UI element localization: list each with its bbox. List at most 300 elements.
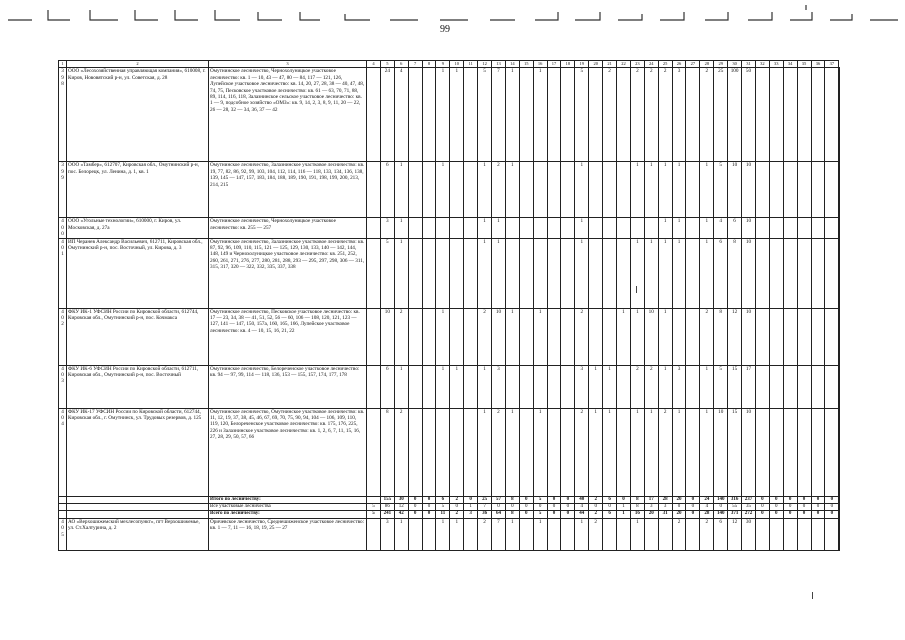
value-cell (797, 365, 811, 408)
scan-binding-marks (0, 0, 905, 40)
value-cell: 6 (714, 518, 728, 550)
value-cell: 1 (630, 408, 644, 496)
value-cell (422, 68, 436, 162)
value-cell (547, 308, 561, 365)
value-cell: 12 (728, 308, 742, 365)
column-number: 13 (492, 61, 506, 68)
value-cell (408, 68, 422, 162)
value-cell: 1 (394, 218, 408, 238)
total-value: 2 (589, 496, 603, 503)
value-cell: 1 (478, 238, 492, 308)
value-cell: 3 (492, 365, 506, 408)
value-cell (769, 408, 783, 496)
value-cell: 1 (478, 162, 492, 218)
value-cell (450, 162, 464, 218)
value-cell (450, 218, 464, 238)
total-value: 35 (742, 504, 756, 511)
forest-area-cell: Омутнинское лесничество, Белореченское участковое лесничество: кв. 94 — 97, 99, 114 — 118, 136, 153 — 155, 157, 174, 177, 178 (209, 365, 367, 408)
value-cell: 1 (589, 365, 603, 408)
value-cell (422, 365, 436, 408)
value-cell: 2 (644, 365, 658, 408)
value-cell (408, 365, 422, 408)
total-value: 44 (575, 511, 589, 518)
value-cell (561, 218, 575, 238)
column-number: 9 (436, 61, 450, 68)
value-cell: 1 (658, 162, 672, 218)
total-value: 0 (811, 504, 825, 511)
forest-area-cell: Оричевское лесничество, Среднешиженское участковое лесничество: кв. 1 — 7, 11 — 16, 18, 19, 25 — 27 (209, 518, 367, 550)
total-value: 1 (464, 504, 478, 511)
row-number: 405 (59, 518, 67, 550)
column-number: 28 (700, 61, 714, 68)
value-cell (464, 218, 478, 238)
value-cell (797, 162, 811, 218)
total-value: 0 (422, 511, 436, 518)
value-cell: 1 (658, 308, 672, 365)
total-value: 0 (672, 504, 686, 511)
value-cell: 2 (492, 408, 506, 496)
value-cell (561, 68, 575, 162)
value-cell (783, 518, 797, 550)
value-cell: 2 (658, 68, 672, 162)
value-cell: 1 (450, 518, 464, 550)
value-cell: 1 (492, 218, 506, 238)
value-cell (783, 218, 797, 238)
column-number: 31 (742, 61, 756, 68)
value-cell (505, 218, 519, 238)
total-value: 0 (783, 511, 797, 518)
total-value: 8 (630, 504, 644, 511)
column-number: 10 (450, 61, 464, 68)
total-value: 57 (492, 496, 506, 503)
row-number: 400 (59, 218, 67, 238)
total-value: 0 (422, 496, 436, 503)
value-cell: 1 (450, 68, 464, 162)
total-value: 0 (783, 496, 797, 503)
value-cell: 1 (533, 518, 547, 550)
row-number: 404 (59, 408, 67, 496)
total-value: 8 (630, 496, 644, 503)
column-number: 3 (209, 61, 367, 68)
value-cell (630, 218, 644, 238)
value-cell (617, 238, 631, 308)
total-value: 1 (617, 511, 631, 518)
blank-cell (67, 511, 209, 518)
total-value: 2 (450, 496, 464, 503)
forest-area-cell: Омутнинское лесничество, Залазнинское участковое лесничество: кв. 87, 92, 96, 109, 110, 115, 121 — 125, 129, 130, 133, 140 — 142, 144, 148, 149 и Чернохолуницкое участковое лесничество: кв. 251, 252, 260, 261, 271, 276, 277, 280, 281, 288, 293 — 295, 297, 298, 306 — 311, 315, 317, 320 — 322, 332, 335, 337, 338 (209, 238, 367, 308)
value-cell (617, 162, 631, 218)
value-cell: 2 (672, 518, 686, 550)
value-cell (769, 218, 783, 238)
value-cell (589, 238, 603, 308)
total-value (839, 496, 840, 503)
value-cell: 2 (658, 408, 672, 496)
value-cell (686, 68, 700, 162)
total-value: 8 (505, 496, 519, 503)
value-cell: 1 (672, 408, 686, 496)
value-cell: 1 (394, 518, 408, 550)
value-cell: 12 (728, 518, 742, 550)
column-number: 32 (755, 61, 769, 68)
value-cell (769, 238, 783, 308)
value-cell: 2 (478, 518, 492, 550)
total-value: 0 (422, 504, 436, 511)
table-row (59, 408, 840, 496)
total-value: 0 (825, 504, 839, 511)
value-cell (839, 238, 840, 308)
value-cell (797, 68, 811, 162)
column-number: 27 (686, 61, 700, 68)
value-cell: 1 (630, 238, 644, 308)
value-cell (617, 68, 631, 162)
total-value: 0 (408, 511, 422, 518)
value-cell (422, 518, 436, 550)
value-cell (589, 162, 603, 218)
value-cell (519, 365, 533, 408)
value-cell (519, 162, 533, 218)
table-row (59, 218, 840, 238)
value-cell: 1 (575, 218, 589, 238)
total-value: 5 (436, 504, 450, 511)
value-cell (811, 408, 825, 496)
value-cell (783, 238, 797, 308)
value-cell: 1 (505, 308, 519, 365)
value-cell (825, 218, 839, 238)
value-cell (450, 408, 464, 496)
value-cell (783, 162, 797, 218)
value-cell: 6 (380, 365, 394, 408)
value-cell (519, 68, 533, 162)
total-value: 3 (464, 511, 478, 518)
value-cell (464, 308, 478, 365)
value-cell: 50 (742, 68, 756, 162)
value-cell: 1 (450, 365, 464, 408)
value-cell (811, 518, 825, 550)
value-cell: 1 (658, 238, 672, 308)
value-cell: 8 (380, 408, 394, 496)
blank-cell (67, 504, 209, 511)
value-cell: 1 (478, 365, 492, 408)
value-cell (533, 162, 547, 218)
total-value (367, 496, 381, 503)
total-value: 5 (367, 511, 381, 518)
value-cell (825, 162, 839, 218)
total-value: 237 (742, 496, 756, 503)
organization-cell: ФКУ ИК-1 УФСИН России по Кировской области, 612744, Кировская обл., Омутнинский р-н, пос. Кочмакса (67, 308, 209, 365)
total-value: 0 (547, 496, 561, 503)
value-cell (783, 365, 797, 408)
total-value: 42 (394, 511, 408, 518)
table-row (59, 308, 840, 365)
total-value: 6 (436, 496, 450, 503)
total-value: 55 (728, 504, 742, 511)
total-value: 0 (686, 504, 700, 511)
value-cell: 1 (492, 238, 506, 308)
page-number: 99 (440, 24, 450, 35)
total-value: 0 (533, 504, 547, 511)
value-cell (603, 238, 617, 308)
value-cell (603, 308, 617, 365)
column-number: 17 (547, 61, 561, 68)
column-number: 37 (825, 61, 839, 68)
value-cell (644, 518, 658, 550)
value-cell (547, 238, 561, 308)
column-number: 15 (519, 61, 533, 68)
value-cell: 1 (700, 162, 714, 218)
organization-cell: ИП Черанев Александр Васильевич, 612711, Кировская обл., Омутнинский р-н, пос. Восточный, ул. Кирова, д. 3 (67, 238, 209, 308)
value-cell (755, 408, 769, 496)
total-value: 28 (658, 496, 672, 503)
table-row (59, 518, 840, 550)
value-cell (755, 365, 769, 408)
column-number: 24 (644, 61, 658, 68)
value-cell (617, 365, 631, 408)
totals-label: Все участковые лесничества (209, 504, 367, 511)
value-cell: 6 (380, 162, 394, 218)
value-cell (408, 162, 422, 218)
total-value: 0 (589, 504, 603, 511)
table-row (59, 238, 840, 308)
total-value: 11 (436, 511, 450, 518)
value-cell: 10 (644, 308, 658, 365)
value-cell (561, 518, 575, 550)
total-value: 0 (561, 504, 575, 511)
value-cell (547, 68, 561, 162)
total-value: 28 (700, 511, 714, 518)
forest-area-cell: Омутнинское лесничество, Залазнинское участковое лесничество: кв. 19, 77, 82, 86, 92, 99, 103, 104, 112, 114, 116 — 118, 133, 134, 136, 138, 139, 145 — 147, 157, 183, 184, 188, 189, 190, 191, 198, 199, 200, 213, 214, 215 (209, 162, 367, 218)
value-cell (547, 218, 561, 238)
value-cell: 3 (380, 218, 394, 238)
value-cell (367, 238, 381, 308)
total-value: 17 (644, 496, 658, 503)
value-cell: 1 (505, 162, 519, 218)
value-cell: 1 (533, 408, 547, 496)
row-number: 399 (59, 162, 67, 218)
value-cell (519, 408, 533, 496)
organization-cell: ФКУ ИК-6 УФСИН России по Кировской области, 612711, Кировская обл., Омутнинский р-н, пос. Восточный (67, 365, 209, 408)
value-cell: 1 (672, 218, 686, 238)
value-cell: 1 (505, 408, 519, 496)
blank-cell (59, 511, 67, 518)
row-number: 403 (59, 365, 67, 408)
row-number: 398 (59, 68, 67, 162)
value-cell (839, 68, 840, 162)
column-number: 18 (561, 61, 575, 68)
column-number: 23 (630, 61, 644, 68)
value-cell (825, 365, 839, 408)
value-cell: 10 (742, 408, 756, 496)
total-value: 30 (394, 496, 408, 503)
forest-area-cell: Омутнинское лесничество, Чернохолуницкое участковое лесничество: кв. 255 — 257 (209, 218, 367, 238)
column-number: 21 (603, 61, 617, 68)
blank-cell (67, 496, 209, 503)
column-number: 34 (783, 61, 797, 68)
value-cell: 2 (575, 308, 589, 365)
column-number: 35 (797, 61, 811, 68)
total-value: 0 (561, 511, 575, 518)
value-cell (436, 218, 450, 238)
value-cell: 10 (714, 408, 728, 496)
total-value: 5 (533, 511, 547, 518)
value-cell: 1 (644, 238, 658, 308)
value-cell: 1 (672, 238, 686, 308)
value-cell (839, 365, 840, 408)
value-cell (839, 518, 840, 550)
total-value: 371 (728, 511, 742, 518)
column-number: 12 (478, 61, 492, 68)
value-cell (686, 408, 700, 496)
total-value: 0 (686, 511, 700, 518)
total-value: 0 (769, 511, 783, 518)
organization-cell: ФКУ ИК-17 УФСИН России по Кировской области, 612744, Кировская обл., г. Омутнинск, ул. Трудовых резервов, д. 125 (67, 408, 209, 496)
value-cell (533, 365, 547, 408)
value-cell: 1 (505, 68, 519, 162)
value-cell (603, 518, 617, 550)
value-cell: 6 (714, 238, 728, 308)
value-cell: 1 (603, 365, 617, 408)
total-value: 0 (450, 504, 464, 511)
total-value: 20 (644, 511, 658, 518)
value-cell (797, 518, 811, 550)
total-value: 2 (450, 511, 464, 518)
value-cell (825, 68, 839, 162)
value-cell: 1 (436, 518, 450, 550)
value-cell (686, 365, 700, 408)
total-value: 0 (797, 511, 811, 518)
value-cell: 2 (394, 308, 408, 365)
value-cell (603, 162, 617, 218)
value-cell: 7 (492, 68, 506, 162)
total-value: 0 (408, 496, 422, 503)
value-cell: 1 (672, 162, 686, 218)
total-value: 0 (769, 496, 783, 503)
value-cell (561, 162, 575, 218)
value-cell: 10 (742, 238, 756, 308)
value-cell (547, 518, 561, 550)
total-value: 31 (658, 511, 672, 518)
value-cell: 1 (700, 218, 714, 238)
value-cell: 2 (700, 308, 714, 365)
value-cell: 100 (728, 68, 742, 162)
value-cell (367, 68, 381, 162)
value-cell: 6 (728, 218, 742, 238)
value-cell (519, 518, 533, 550)
value-cell: 1 (617, 308, 631, 365)
value-cell (839, 408, 840, 496)
row-number: 401 (59, 238, 67, 308)
totals-row (59, 496, 840, 503)
value-cell (422, 162, 436, 218)
blank-cell (59, 496, 67, 503)
total-value: 24 (700, 496, 714, 503)
value-cell (450, 238, 464, 308)
value-cell (422, 408, 436, 496)
value-cell (686, 308, 700, 365)
value-cell: 1 (436, 308, 450, 365)
value-cell: 1 (700, 238, 714, 308)
value-cell: 5 (714, 365, 728, 408)
table-row (59, 68, 840, 162)
total-value: 0 (519, 504, 533, 511)
value-cell: 10 (742, 308, 756, 365)
value-cell (811, 238, 825, 308)
value-cell (367, 365, 381, 408)
total-value: 0 (783, 504, 797, 511)
value-cell: 2 (644, 68, 658, 162)
value-cell: 5 (575, 68, 589, 162)
value-cell (686, 218, 700, 238)
total-value: 0 (755, 504, 769, 511)
column-number: 26 (672, 61, 686, 68)
total-value: 0 (519, 496, 533, 503)
value-cell (367, 518, 381, 550)
value-cell (672, 308, 686, 365)
value-cell (561, 308, 575, 365)
value-cell (755, 518, 769, 550)
totals-row (59, 511, 840, 518)
value-cell: 3 (672, 365, 686, 408)
value-cell (547, 408, 561, 496)
value-cell: 1 (533, 308, 547, 365)
value-cell: 2 (394, 408, 408, 496)
column-number: 5 (380, 61, 394, 68)
value-cell: 1 (700, 408, 714, 496)
value-cell (519, 308, 533, 365)
value-cell (464, 518, 478, 550)
value-cell (367, 308, 381, 365)
value-cell (769, 308, 783, 365)
value-cell (811, 308, 825, 365)
value-cell: 1 (533, 68, 547, 162)
value-cell: 2 (478, 308, 492, 365)
value-cell (505, 365, 519, 408)
total-value: 316 (728, 496, 742, 503)
value-cell: 2 (589, 518, 603, 550)
total-value: 12 (394, 504, 408, 511)
value-cell: 1 (700, 365, 714, 408)
total-value: 155 (380, 496, 394, 503)
row-number: 402 (59, 308, 67, 365)
blank-cell (59, 504, 67, 511)
total-value: 0 (547, 504, 561, 511)
organization-cell: АО «Верхошижемский мехлесопункт», пгт Верхошижемье, ул. Ст.Халтурина, д. 2 (67, 518, 209, 550)
value-cell: 7 (492, 518, 506, 550)
total-value: 25 (478, 496, 492, 503)
totals-label: Итого по лесничеству: (209, 496, 367, 503)
value-cell: 1 (644, 408, 658, 496)
value-cell (505, 238, 519, 308)
value-cell: 1 (394, 365, 408, 408)
total-value: 1 (617, 504, 631, 511)
value-cell (825, 408, 839, 496)
total-value: 140 (714, 511, 728, 518)
total-value: 0 (797, 496, 811, 503)
value-cell (547, 365, 561, 408)
value-cell: 1 (505, 518, 519, 550)
column-number: 14 (505, 61, 519, 68)
total-value: 241 (380, 511, 394, 518)
value-cell: 10 (742, 162, 756, 218)
value-cell: 1 (394, 162, 408, 218)
value-cell (408, 408, 422, 496)
value-cell: 1 (436, 68, 450, 162)
value-cell: 1 (630, 308, 644, 365)
value-cell (589, 308, 603, 365)
value-cell: 8 (714, 308, 728, 365)
total-value: 0 (519, 511, 533, 518)
value-cell: 3 (575, 365, 589, 408)
totals-row (59, 504, 840, 511)
